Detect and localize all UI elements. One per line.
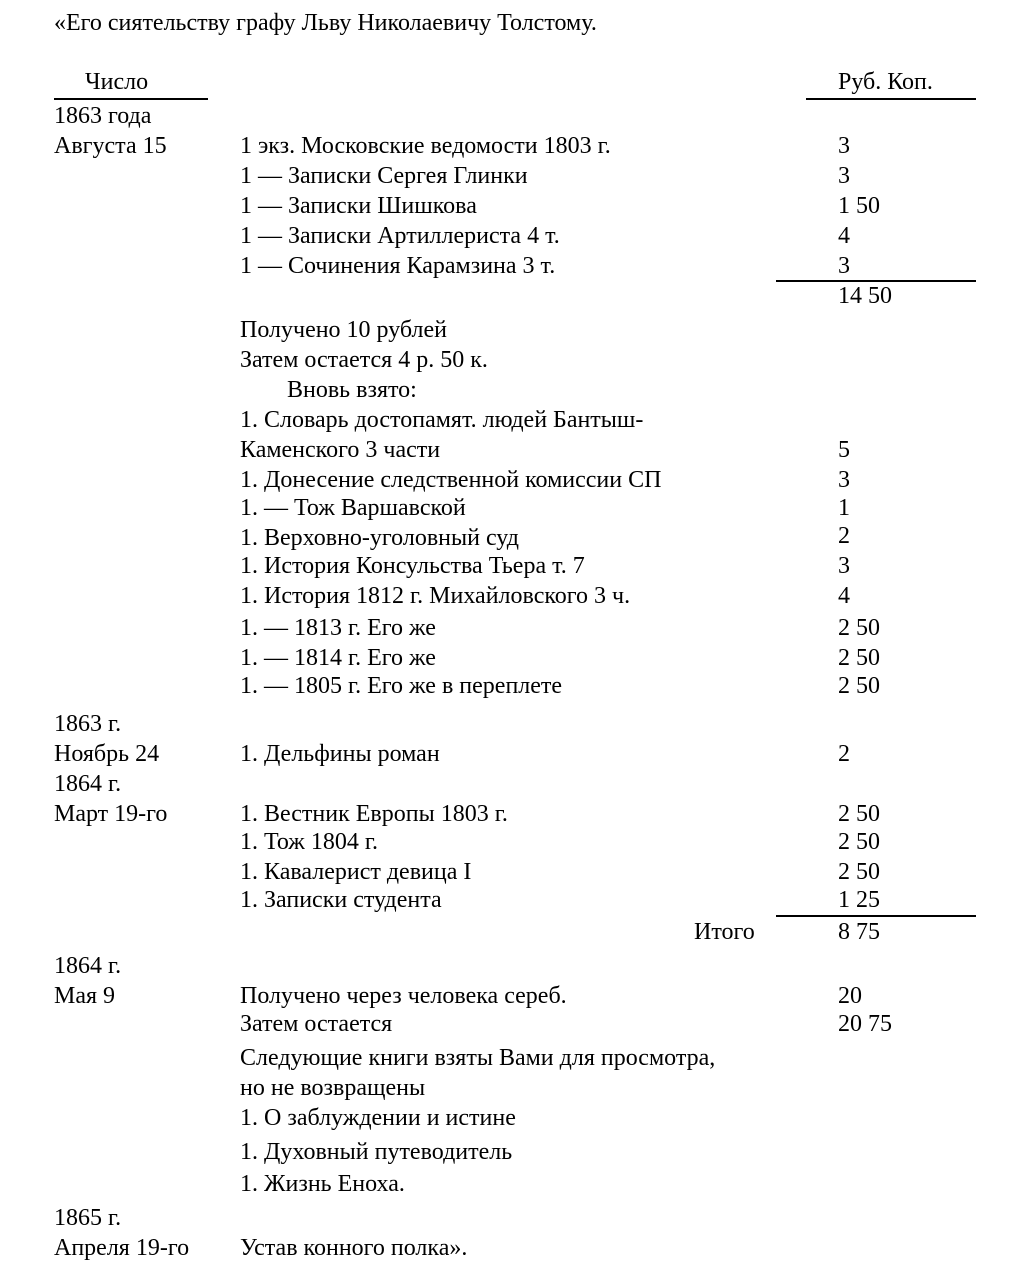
ledger-item: 1. — 1814 г. Его же (240, 645, 436, 671)
remaining-note: Затем остается 4 р. 50 к. (240, 347, 488, 373)
ledger-item: 1. Словарь достопамят. людей Бантыш- (240, 407, 644, 433)
ledger-amount: 4 (838, 583, 850, 609)
ledger-amount: 20 75 (838, 1011, 892, 1037)
ledger-item: 1. — Тож Варшавской (240, 495, 466, 521)
total-label: Итого (694, 919, 755, 945)
ledger-amount: 2 50 (838, 829, 880, 855)
date-april-19: Апреля 19-го (54, 1235, 190, 1261)
total-rule (776, 915, 976, 917)
ledger-item: 1 — Записки Шишкова (240, 193, 477, 219)
year-1863: 1863 года (54, 103, 152, 129)
ledger-amount: 1 50 (838, 193, 880, 219)
ledger-item: 1 — Записки Сергея Глинки (240, 163, 528, 189)
ledger-item: 1. — 1813 г. Его же (240, 615, 436, 641)
not-returned-item: 1. О заблуждении и истине (240, 1105, 516, 1131)
subtotal-rule (776, 280, 976, 282)
amount-header-rule (806, 98, 976, 100)
not-returned-item: 1. Духовный путеводитель (240, 1139, 513, 1165)
ledger-item: Устав конного полка». (240, 1235, 468, 1261)
total-amount: 8 75 (838, 919, 880, 945)
date-march-19: Март 19-го (54, 801, 168, 827)
letter-heading: «Его сиятельству графу Льву Николаевичу Толстому. (54, 10, 597, 36)
ledger-item: 1. История 1812 г. Михайловского 3 ч. (240, 583, 631, 609)
ledger-amount: 2 (838, 523, 850, 549)
ledger-amount: 3 (838, 467, 850, 493)
not-returned-item: 1. Жизнь Еноха. (240, 1171, 405, 1197)
ledger-amount: 3 (838, 163, 850, 189)
ledger-amount: 3 (838, 133, 850, 159)
ledger-amount: 3 (838, 253, 850, 279)
remaining-note: Затем остается (240, 1011, 393, 1037)
date-column-header: Число (85, 69, 149, 95)
year-1864-second: 1864 г. (54, 953, 122, 979)
ledger-item: 1. Вестник Европы 1803 г. (240, 801, 508, 827)
ledger-amount: 20 (838, 983, 862, 1009)
ledger-amount: 2 50 (838, 859, 880, 885)
ledger-item: 1. Тож 1804 г. (240, 829, 378, 855)
year-1863-second: 1863 г. (54, 711, 122, 737)
amount-column-header: Руб. Коп. (838, 69, 933, 95)
year-1865: 1865 г. (54, 1205, 122, 1231)
date-may-9: Мая 9 (54, 983, 116, 1009)
ledger-item: 1. Кавалерист девица I (240, 859, 472, 885)
ledger-amount: 4 (838, 223, 850, 249)
ledger-amount: 1 25 (838, 887, 880, 913)
ledger-amount: 2 50 (838, 673, 880, 699)
date-header-rule (54, 98, 208, 100)
not-returned-note: Следующие книги взяты Вами для просмотра, (240, 1045, 716, 1071)
received-note: Получено 10 рублей (240, 317, 448, 343)
ledger-amount: 5 (838, 437, 850, 463)
not-returned-note-cont: но не возвращены (240, 1075, 426, 1101)
ledger-item: Каменского 3 части (240, 437, 441, 463)
ledger-item: 1 — Записки Артиллериста 4 т. (240, 223, 560, 249)
date-august-15: Августа 15 (54, 133, 167, 159)
ledger-item: 1. Верховно-уголовный суд (240, 525, 519, 551)
ledger-amount: 3 (838, 553, 850, 579)
ledger-item: 1. — 1805 г. Его же в переплете (240, 673, 563, 699)
ledger-item: 1 экз. Московские ведомости 1803 г. (240, 133, 611, 159)
august-subtotal: 14 50 (838, 283, 892, 309)
ledger-item: 1. Донесение следственной комиссии СП (240, 467, 662, 493)
ledger-amount: 2 50 (838, 801, 880, 827)
ledger-item: 1 — Сочинения Карамзина 3 т. (240, 253, 556, 279)
ledger-amount: 2 (838, 741, 850, 767)
ledger-item: 1. История Консульства Тьера т. 7 (240, 553, 585, 579)
ledger-amount: 2 50 (838, 615, 880, 641)
ledger-amount: 2 50 (838, 645, 880, 671)
date-november-24: Ноябрь 24 (54, 741, 160, 767)
received-silver-note: Получено через человека сереб. (240, 983, 567, 1009)
again-taken-heading: Вновь взято: (287, 377, 417, 403)
year-1864: 1864 г. (54, 771, 122, 797)
ledger-item: 1. Записки студента (240, 887, 442, 913)
ledger-amount: 1 (838, 495, 850, 521)
ledger-item: 1. Дельфины роман (240, 741, 440, 767)
